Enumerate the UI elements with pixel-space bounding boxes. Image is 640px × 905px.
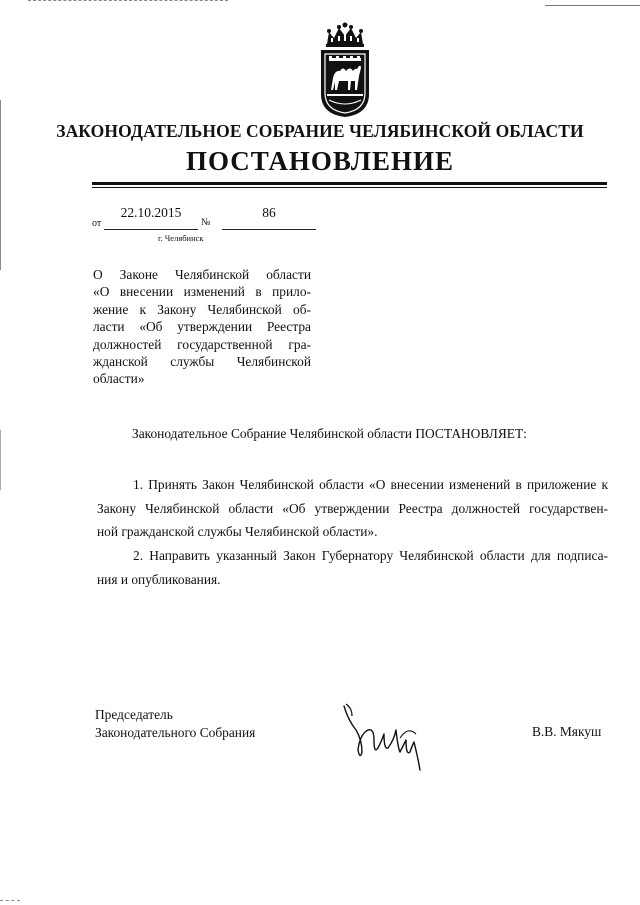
date-underline [104, 229, 198, 230]
item-line: ния и опубликования. [97, 571, 221, 587]
subject-line: «О внесении изменений в прило- [93, 284, 311, 300]
coat-of-arms-icon [317, 20, 373, 120]
subject-line: области» [93, 371, 145, 387]
signatory-title-line: Законодательного Собрания [95, 725, 256, 740]
subject-line: О Законе Челябинской области [93, 267, 311, 282]
number-underline [222, 229, 316, 230]
signatory-name: В.В. Мякуш [532, 724, 602, 739]
document-subject [93, 266, 311, 388]
number-label: № [201, 217, 211, 228]
header-rule-thick [92, 182, 607, 185]
preamble: Законодательное Собрание Челябинской области ПОСТАНОВЛЯЕТ: [132, 426, 527, 441]
subject-line: должностей государственной гра- [93, 336, 311, 352]
item-line: ной гражданской службы Челябинской области». [97, 524, 378, 540]
resolution-item-2 [97, 544, 608, 591]
document-number: 86 [262, 205, 276, 220]
organization-name: ЗАКОНОДАТЕЛЬНОЕ СОБРАНИЕ ЧЕЛЯБИНСКОЙ ОБЛАСТИ [56, 121, 584, 141]
item-line: 1. Принять Закон Челябинской области «О внесении изменений в приложение к [133, 477, 608, 492]
scan-artifact-top-right [545, 5, 640, 6]
scan-artifact-bottom [0, 900, 20, 901]
item-line: 2. Направить указанный Закон Губернатору Челябинской области для подписа- [133, 548, 608, 563]
handwritten-signature [338, 700, 438, 775]
item-line: Закону Челябинской области «Об утверждении Реестра должностей государствен- [97, 500, 608, 516]
resolution-item-1 [97, 473, 608, 544]
date-label: от [92, 218, 102, 229]
signatory-title [95, 706, 255, 742]
scan-artifact-left-lower [0, 430, 1, 490]
signatory-title-line: Председатель [95, 707, 173, 722]
document-date: 22.10.2015 [120, 205, 182, 220]
subject-line: ласти «Об утверждении Реестра [93, 319, 311, 335]
subject-line: жение к Закону Челябинской об- [93, 301, 311, 317]
document-city: г. Челябинск [158, 233, 204, 243]
subject-line: жданской службы Челябинской [93, 354, 311, 370]
document-title: ПОСТАНОВЛЕНИЕ [185, 146, 455, 176]
header-rule-thin [92, 187, 607, 188]
scan-artifact-top [28, 0, 228, 1]
